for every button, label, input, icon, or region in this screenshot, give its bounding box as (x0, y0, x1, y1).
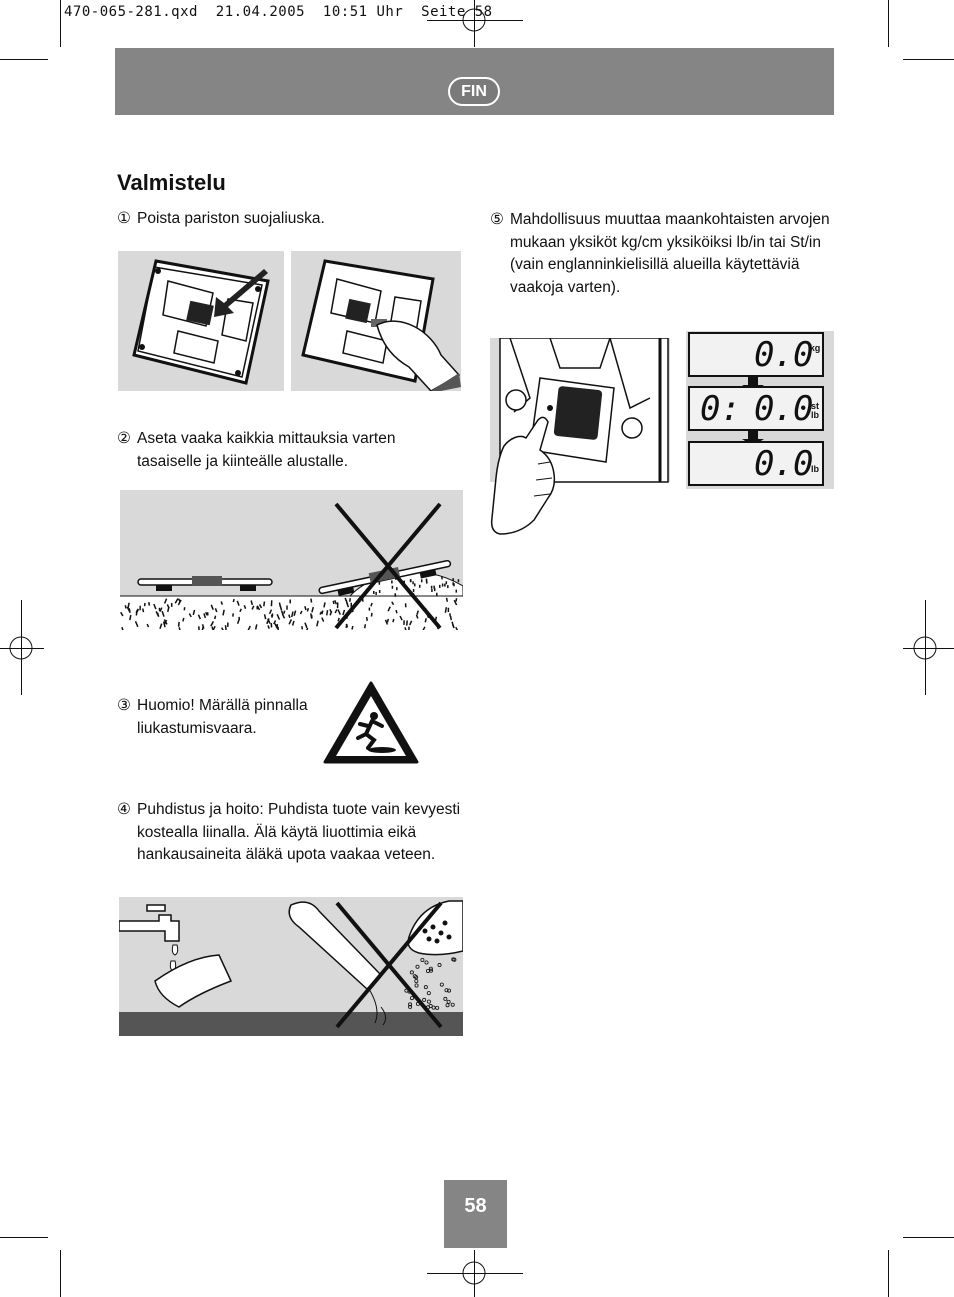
language-badge: FIN (448, 77, 500, 106)
step-text: Puhdistus ja hoito: Puhdista tuote vain kevyesti kostealla liinalla. Älä käytä liuottimia eikä hankausaineita äläkä upota vaakaa veteen. (137, 801, 461, 863)
display-st-lb (688, 386, 824, 431)
step-number: ④ (117, 801, 131, 818)
display-prefix: 0: (700, 389, 741, 429)
step-5 (490, 209, 835, 299)
page-number: 58 (444, 1180, 507, 1248)
step-text: Mahdollisuus muuttaa maankohtaisten arvojen mukaan yksiköt kg/cm yksiköiksi lb/in tai St/in (vain englanninkielisillä alueilla käytettäviä vaakoja varten). (510, 211, 830, 296)
display-reading: 0.0 (754, 389, 813, 429)
display-unit: lb (811, 464, 819, 474)
step-3 (117, 695, 317, 740)
step-text: Aseta vaaka kaikkia mittauksia varten tasaiselle ja kiinteälle alustalle. (137, 430, 396, 470)
section-title: Valmistelu (117, 170, 226, 195)
cleaning-illustration (119, 897, 463, 1036)
step-number: ① (117, 210, 131, 227)
step-1 (117, 208, 457, 231)
step-text: Poista pariston suojaliuska. (137, 210, 325, 227)
step-4 (117, 799, 463, 867)
battery-tab-illustration-1 (118, 251, 284, 391)
step-number: ② (117, 430, 131, 447)
battery-tab-illustration-2 (291, 251, 461, 391)
file-slug: 470-065-281.qxd 21.04.2005 10:51 Uhr Seite 58 (64, 4, 493, 20)
step-number: ⑤ (490, 211, 504, 228)
step-text: Huomio! Märällä pinnalla liukastumisvaara. (137, 697, 308, 737)
display-reading: 0.0 (754, 335, 813, 375)
unit-button-illustration (490, 338, 670, 540)
step-2 (117, 428, 447, 473)
display-unit: st lb (810, 401, 819, 420)
display-kg (688, 332, 824, 377)
step-number: ③ (117, 697, 131, 714)
surface-illustration (120, 490, 463, 630)
display-reading: 0.0 (754, 444, 813, 484)
display-lb (688, 441, 824, 486)
display-unit: kg (809, 343, 821, 353)
slip-warning-icon (322, 680, 420, 766)
